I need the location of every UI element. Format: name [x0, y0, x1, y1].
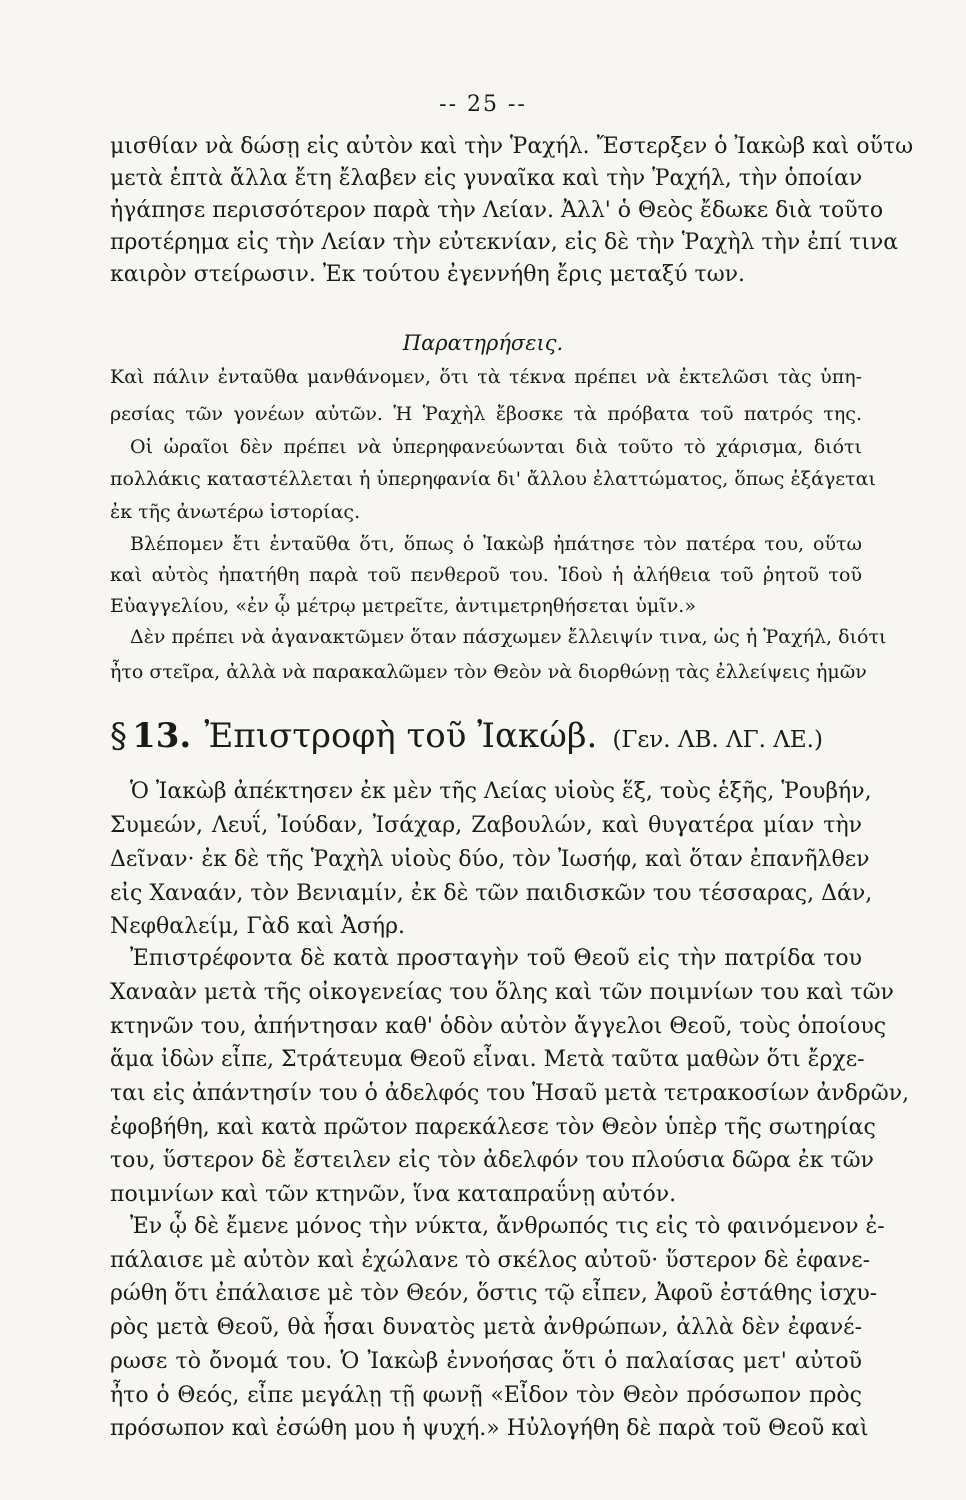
- text-line: πρόσωπον καὶ ἐσώθη μου ἡ ψυχή.» Ηὐλογήθη δὲ παρὰ τοῦ Θεοῦ καὶ: [110, 1416, 869, 1441]
- text-line: Νεφθαλείμ, Γὰδ καὶ Ἀσήρ.: [110, 914, 406, 939]
- note-line: ἦτο στεῖρα, ἀλλὰ νὰ παρακαλῶμεν τὸν Θεὸν νὰ διορθώνῃ τὰς ἐλλείψεις ἡμῶν: [110, 661, 867, 683]
- text-line: ρὸς μετὰ Θεοῦ, θὰ ἦσαι δυνατὸς μετὰ ἀνθρώπων, ἀλλὰ δὲν ἐφανέ-: [110, 1315, 862, 1340]
- text-line: προτέρημα εἰς τὴν Λείαν τὴν εὐτεκνίαν, εἰς δὲ τὴν Ῥαχὴλ τὴν ἐπί τινα: [110, 230, 899, 255]
- text-line: πάλαισε μὲ αὐτὸν καὶ ἐχώλανε τὸ σκέλος αὐτοῦ· ὕστερον δὲ ἐφανε-: [110, 1248, 871, 1273]
- text-line: ρωσε τὸ ὄνομά του. Ὁ Ἰακὼβ ἐννοήσας ὅτι ὁ παλαίσας μετ' αὐτοῦ: [110, 1349, 862, 1374]
- section-title: Ἐπιστροφὴ τοῦ Ἰακώβ.: [204, 716, 598, 756]
- note-line: Οἱ ὡραῖοι δὲν πρέπει νὰ ὑπερηφανεύωνται διὰ τοῦτο τὸ χάρισμα, διότι: [130, 436, 862, 458]
- text-line: ἦτο ὁ Θεός, εἶπε μεγάλῃ τῇ φωνῇ «Εἶδον τὸν Θεὸν πρόσωπον πρὸς: [110, 1383, 862, 1408]
- section-heading: [110, 716, 862, 756]
- text-line: Συμεών, Λευΐ, Ἰούδαν, Ἰσάχαρ, Ζαβουλών, καὶ θυγατέρα μίαν τὴν: [110, 813, 862, 838]
- text-line: εἰς Χαναάν, τὸν Βενιαμίν, ἐκ δὲ τῶν παιδισκῶν του τέσσαρας, Δάν,: [110, 881, 873, 906]
- notes-heading: Παρατηρήσεις.: [402, 331, 564, 355]
- text-line: Χαναὰν μετὰ τῆς οἰκογενείας του ὅλης καὶ τῶν ποιμνίων του καὶ τῶν: [110, 980, 894, 1005]
- note-line: ἐκ τῆς ἀνωτέρω ἱστορίας.: [110, 501, 361, 523]
- text-line: ἅμα ἰδὼν εἶπε, Στράτευμα Θεοῦ εἶναι. Μετὰ ταῦτα μαθὼν ὅτι ἔρχε-: [110, 1047, 865, 1072]
- section-number: 13.: [132, 716, 192, 756]
- note-line: Βλέπομεν ἔτι ἐνταῦθα ὅτι, ὅπως ὁ Ἰακὼβ ἠπάτησε τὸν πατέρα του, οὕτω: [130, 533, 862, 555]
- text-line: μισθίαν νὰ δώσῃ εἰς αὐτὸν καὶ τὴν Ῥαχήλ. Ἔστερξεν ὁ Ἰακὼβ καὶ οὕτω: [110, 134, 914, 159]
- text-line: Δεῖναν· ἐκ δὲ τῆς Ῥαχὴλ υἱοὺς δύο, τὸν Ἰωσήφ, καὶ ὅταν ἐπανῆλθεν: [110, 847, 870, 872]
- text-line: μετὰ ἑπτὰ ἄλλα ἔτη ἔλαβεν εἰς γυναῖκα καὶ τὴν Ῥαχήλ, τὴν ὁποίαν: [110, 166, 863, 191]
- section-mark: §: [110, 716, 127, 756]
- text-line: Ὁ Ἰακὼβ ἀπέκτησεν ἐκ μὲν τῆς Λείας υἱοὺς ἕξ, τοὺς ἑξῆς, Ῥουβήν,: [130, 779, 872, 804]
- text-line: ποιμνίων καὶ τῶν κτηνῶν, ἵνα καταπραΰνῃ αὐτόν.: [110, 1182, 677, 1207]
- section-reference: (Γεν. ΛΒ. ΛΓ. ΛΕ.): [612, 727, 823, 753]
- text-line: καιρὸν στείρωσιν. Ἐκ τούτου ἐγεννήθη ἔρις μεταξύ των.: [110, 262, 746, 287]
- note-line: ρεσίας τῶν γονέων αὐτῶν. Ἡ Ῥαχὴλ ἔβοσκε τὰ πρόβατα τοῦ πατρός της.: [110, 403, 862, 425]
- text-line: του, ὕστερον δὲ ἔστειλεν εἰς τὸν ἀδελφόν του πλούσια δῶρα ἐκ τῶν: [110, 1148, 874, 1173]
- page-number: -- 25 --: [439, 92, 527, 117]
- text-line: κτηνῶν του, ἀπήντησαν καθ' ὁδὸν αὐτὸν ἄγγελοι Θεοῦ, τοὺς ὁποίους: [110, 1014, 887, 1039]
- text-line: Ἐπιστρέφοντα δὲ κατὰ προσταγὴν τοῦ Θεοῦ εἰς τὴν πατρίδα του: [130, 946, 862, 971]
- text-line: Ἐν ᾧ δὲ ἔμενε μόνος τὴν νύκτα, ἄνθρωπός τις εἰς τὸ φαινόμενον ἐ-: [130, 1214, 885, 1239]
- text-line: ρώθη ὅτι ἐπάλαισε μὲ τὸν Θεόν, ὅστις τῷ εἶπεν, Ἀφοῦ ἐστάθης ἰσχυ-: [110, 1281, 878, 1306]
- text-line: ται εἰς ἀπάντησίν του ὁ ἀδελφός του Ἡσαῦ μετὰ τετρακοσίων ἀνδρῶν,: [110, 1081, 910, 1106]
- note-line: Καὶ πάλιν ἐνταῦθα μανθάνομεν, ὅτι τὰ τέκνα πρέπει νὰ ἐκτελῶσι τὰς ὑπη-: [110, 366, 862, 388]
- note-line: πολλάκις καταστέλλεται ἡ ὑπερηφανία δι' ἄλλου ἐλαττώματος, ὅπως ἐξάγεται: [110, 468, 876, 490]
- note-line: Εὐαγγελίου, «ἐν ᾧ μέτρῳ μετρεῖτε, ἀντιμετρηθήσεται ὑμῖν.»: [110, 595, 696, 617]
- text-line: ἠγάπησε περισσότερον παρὰ τὴν Λείαν. Ἀλλ' ὁ Θεὸς ἔδωκε διὰ τοῦτο: [110, 198, 884, 223]
- note-line: καὶ αὐτὸς ἠπατήθη παρὰ τοῦ πενθεροῦ του. Ἰδοὺ ἡ ἀλήθεια τοῦ ῥητοῦ τοῦ: [110, 564, 862, 586]
- note-line: Δὲν πρέπει νὰ ἀγανακτῶμεν ὅταν πάσχωμεν ἔλλειψίν τινα, ὡς ἡ Ῥαχήλ, διότι: [130, 626, 887, 648]
- text-line: ἐφοβήθη, καὶ κατὰ πρῶτον παρεκάλεσε τὸν Θεὸν ὑπὲρ τῆς σωτηρίας: [110, 1115, 876, 1140]
